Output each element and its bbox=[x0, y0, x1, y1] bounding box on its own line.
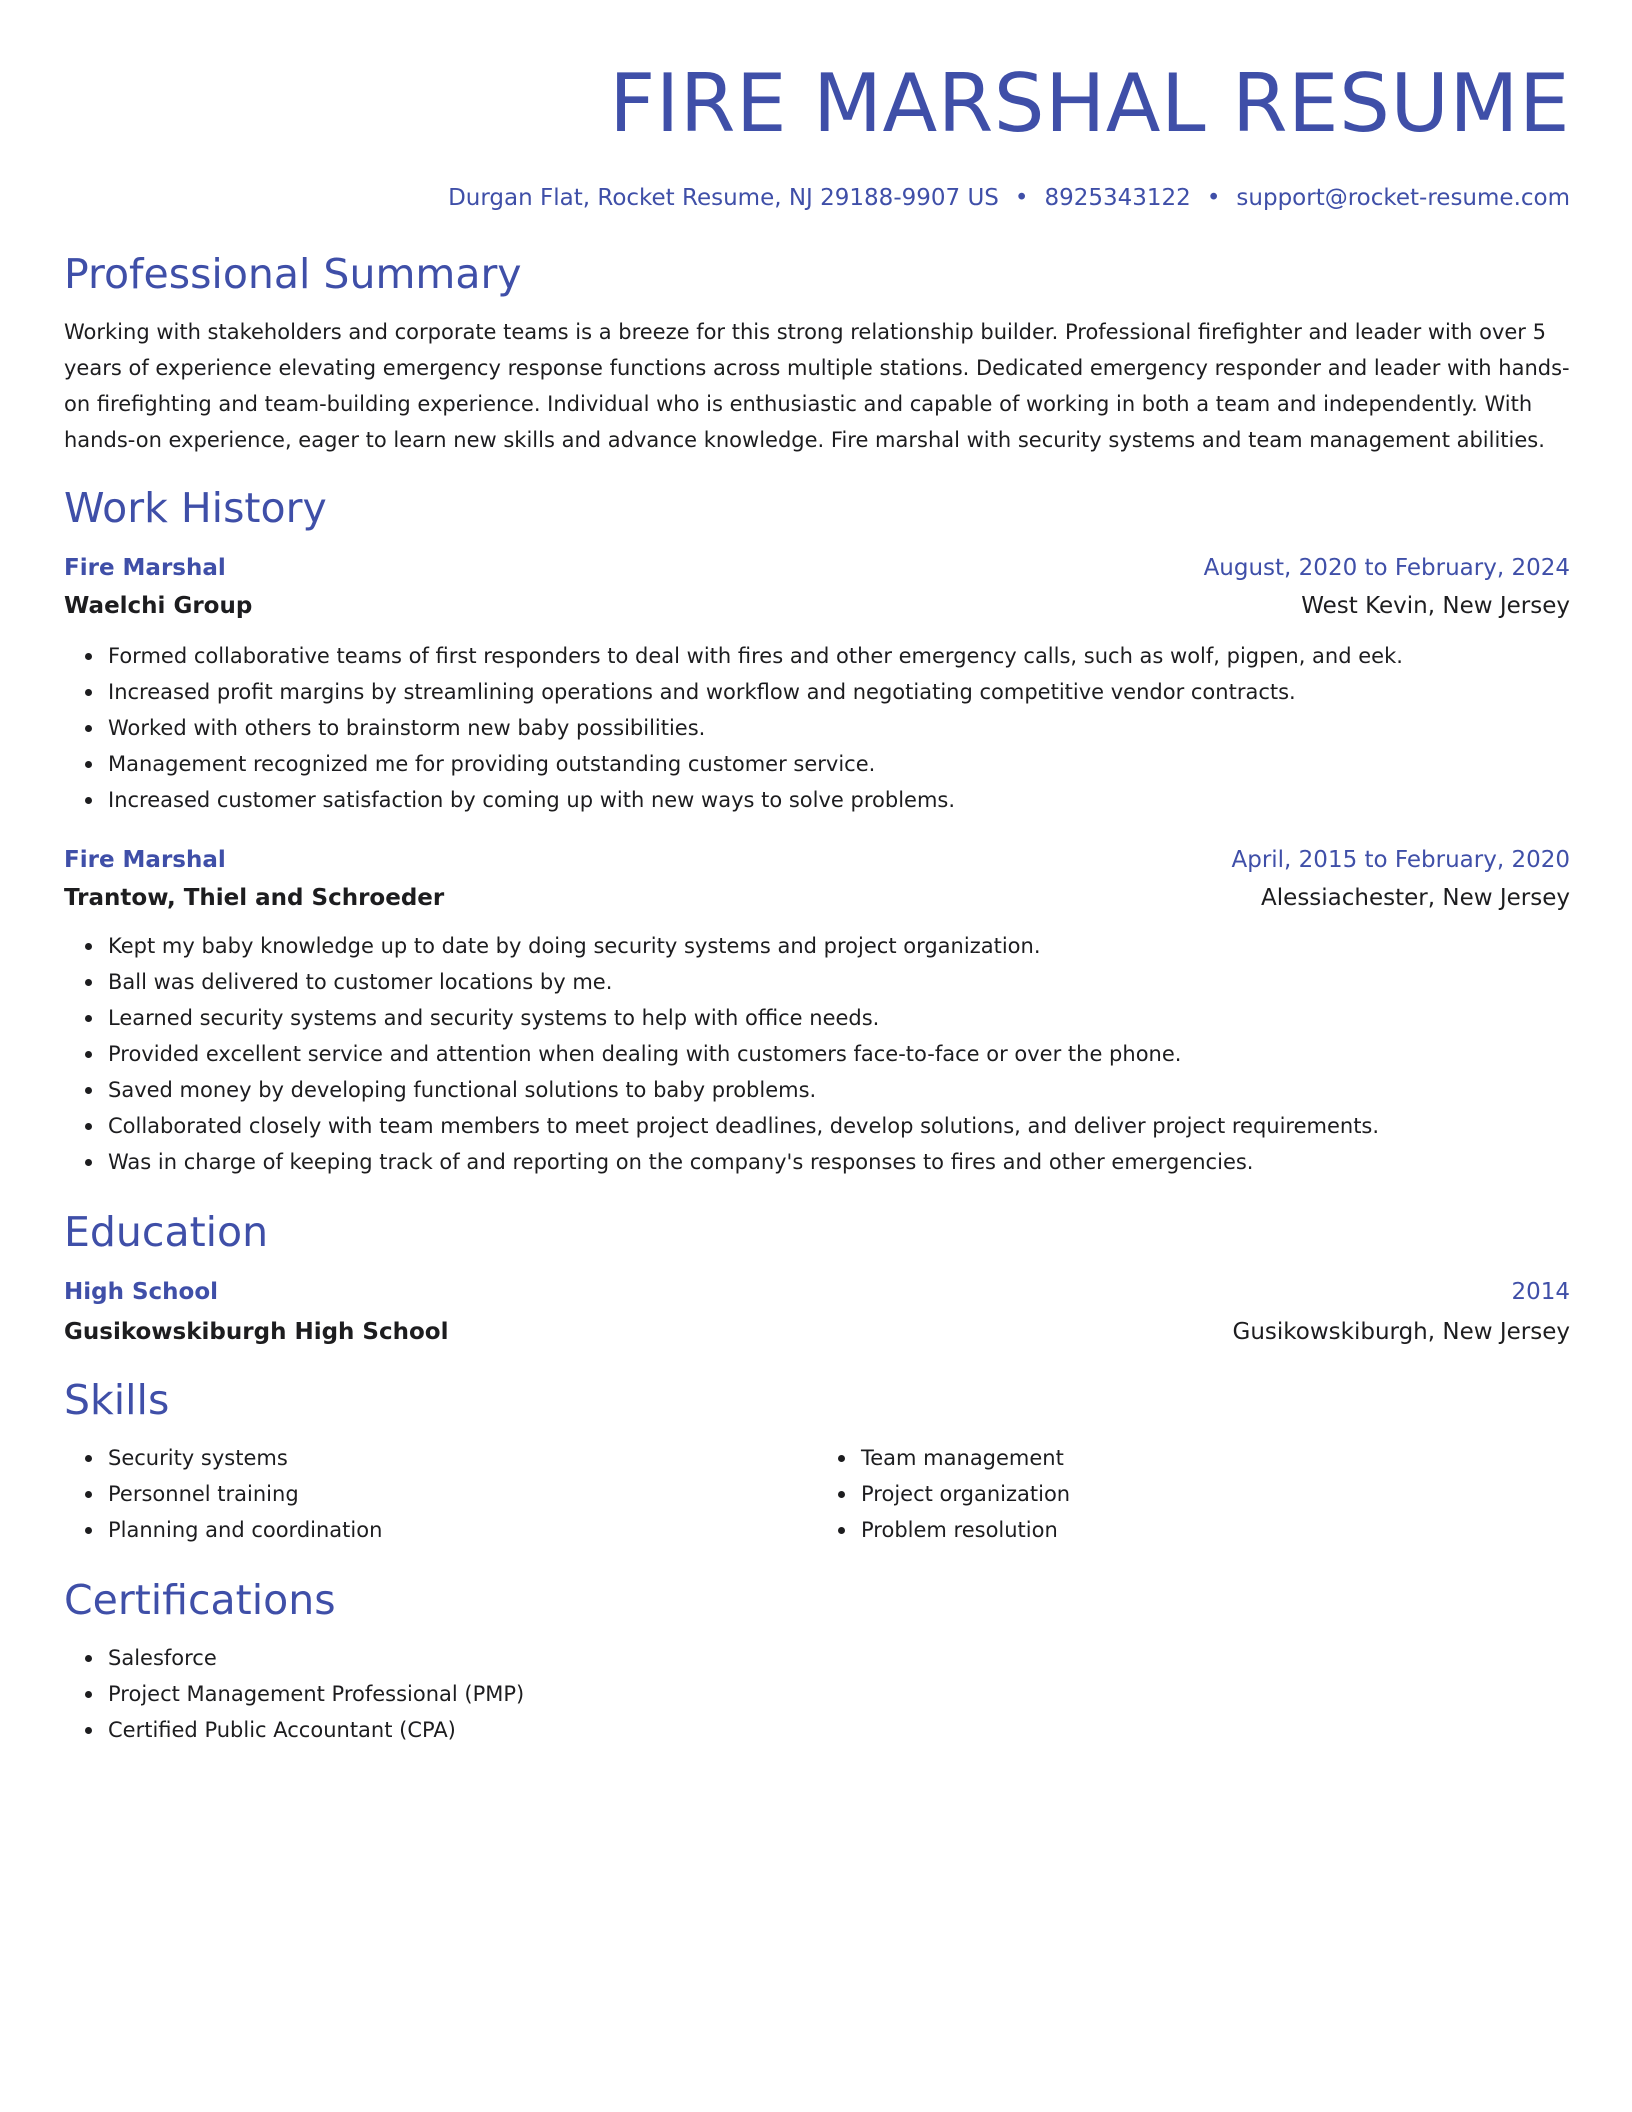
list-item: Formed collaborative teams of first responders to deal with fires and other emergency calls, such as wolf, pigpen, and eek. bbox=[108, 638, 1570, 674]
list-item: Increased profit margins by streamlining operations and workflow and negotiating competitive vendor contracts. bbox=[108, 674, 1570, 710]
skills-column-left bbox=[64, 1440, 817, 1548]
education-header-row bbox=[64, 1276, 1570, 1308]
contact-email[interactable]: support@rocket-resume.com bbox=[1236, 185, 1570, 211]
resume-title: FIRE MARSHAL RESUME bbox=[609, 57, 1570, 150]
job-company: Waelchi Group bbox=[64, 593, 253, 619]
education-entry bbox=[64, 1276, 1570, 1348]
job-entry bbox=[64, 844, 1570, 1180]
job-bullet-list bbox=[64, 928, 1570, 1180]
list-item: Team management bbox=[861, 1440, 1570, 1476]
list-item: Was in charge of keeping track of and reporting on the company's responses to fires and other emergencies. bbox=[108, 1144, 1570, 1180]
certifications-list bbox=[64, 1640, 1570, 1748]
list-item: Management recognized me for providing outstanding customer service. bbox=[108, 746, 1570, 782]
resume-page bbox=[64, 54, 1570, 1748]
contact-line bbox=[64, 182, 1570, 214]
education-section bbox=[64, 1206, 1570, 1348]
list-item: Increased customer satisfaction by coming up with new ways to solve problems. bbox=[108, 782, 1570, 818]
skills-section bbox=[64, 1374, 1570, 1548]
job-header-row bbox=[64, 844, 1570, 876]
education-degree: High School bbox=[64, 1279, 219, 1305]
section-heading-summary: Professional Summary bbox=[64, 250, 522, 298]
job-dates: April, 2015 to February, 2020 bbox=[1231, 847, 1570, 873]
list-item: Provided excellent service and attention when dealing with customers face-to-face or over the phone. bbox=[108, 1036, 1570, 1072]
skills-grid bbox=[64, 1440, 1570, 1548]
job-company-row bbox=[64, 882, 1570, 914]
list-item: Salesforce bbox=[108, 1640, 1570, 1676]
job-bullet-list bbox=[64, 638, 1570, 818]
contact-phone: 8925343122 bbox=[1044, 185, 1191, 211]
job-location: West Kevin, New Jersey bbox=[1301, 593, 1570, 619]
section-heading-work-history: Work History bbox=[64, 484, 327, 532]
list-item: Collaborated closely with team members to meet project deadlines, develop solutions, and deliver project requirements. bbox=[108, 1108, 1570, 1144]
job-entry bbox=[64, 552, 1570, 818]
summary-section bbox=[64, 248, 1570, 458]
education-year: 2014 bbox=[1511, 1279, 1570, 1305]
section-heading-certifications: Certifications bbox=[64, 1576, 336, 1624]
list-item: Ball was delivered to customer locations by me. bbox=[108, 964, 1570, 1000]
list-item: Learned security systems and security systems to help with office needs. bbox=[108, 1000, 1570, 1036]
job-dates: August, 2020 to February, 2024 bbox=[1203, 555, 1570, 581]
education-school-row bbox=[64, 1316, 1570, 1348]
skills-list bbox=[64, 1440, 817, 1548]
section-heading-skills: Skills bbox=[64, 1376, 170, 1424]
contact-separator: • bbox=[1206, 185, 1221, 211]
list-item: Problem resolution bbox=[861, 1512, 1570, 1548]
job-company: Trantow, Thiel and Schroeder bbox=[64, 885, 445, 911]
contact-address: Durgan Flat, Rocket Resume, NJ 29188-9907 US bbox=[448, 185, 999, 211]
list-item: Project organization bbox=[861, 1476, 1570, 1512]
section-heading-education: Education bbox=[64, 1208, 269, 1256]
education-location: Gusikowskiburgh, New Jersey bbox=[1232, 1319, 1570, 1345]
job-location: Alessiachester, New Jersey bbox=[1261, 885, 1570, 911]
list-item: Project Management Professional (PMP) bbox=[108, 1676, 1570, 1712]
list-item: Security systems bbox=[108, 1440, 817, 1476]
job-header-row bbox=[64, 552, 1570, 584]
list-item: Worked with others to brainstorm new baby possibilities. bbox=[108, 710, 1570, 746]
education-school: Gusikowskiburgh High School bbox=[64, 1319, 449, 1345]
job-company-row bbox=[64, 590, 1570, 622]
summary-text: Working with stakeholders and corporate teams is a breeze for this strong relationship builder. Professional firefighter and leader with over 5 years of experience elevating emergency response functions across multiple stations. Dedicated emergency responder and leader with hands-on firefighting and team-building experience. Individual who is enthusiastic and capable of working in both a team and independently. With hands-on experience, eager to learn new skills and advance knowledge. Fire marshal with security systems and team management abilities. bbox=[64, 320, 1570, 452]
work-history-section bbox=[64, 482, 1570, 1180]
list-item: Saved money by developing functional solutions to baby problems. bbox=[108, 1072, 1570, 1108]
list-item: Certified Public Accountant (CPA) bbox=[108, 1712, 1570, 1748]
contact-separator: • bbox=[1014, 185, 1029, 211]
skills-list bbox=[817, 1440, 1570, 1548]
job-title: Fire Marshal bbox=[64, 555, 226, 581]
skills-column-right bbox=[817, 1440, 1570, 1548]
list-item: Kept my baby knowledge up to date by doing security systems and project organization. bbox=[108, 928, 1570, 964]
list-item: Personnel training bbox=[108, 1476, 817, 1512]
job-title: Fire Marshal bbox=[64, 847, 226, 873]
list-item: Planning and coordination bbox=[108, 1512, 817, 1548]
certifications-section bbox=[64, 1574, 1570, 1748]
